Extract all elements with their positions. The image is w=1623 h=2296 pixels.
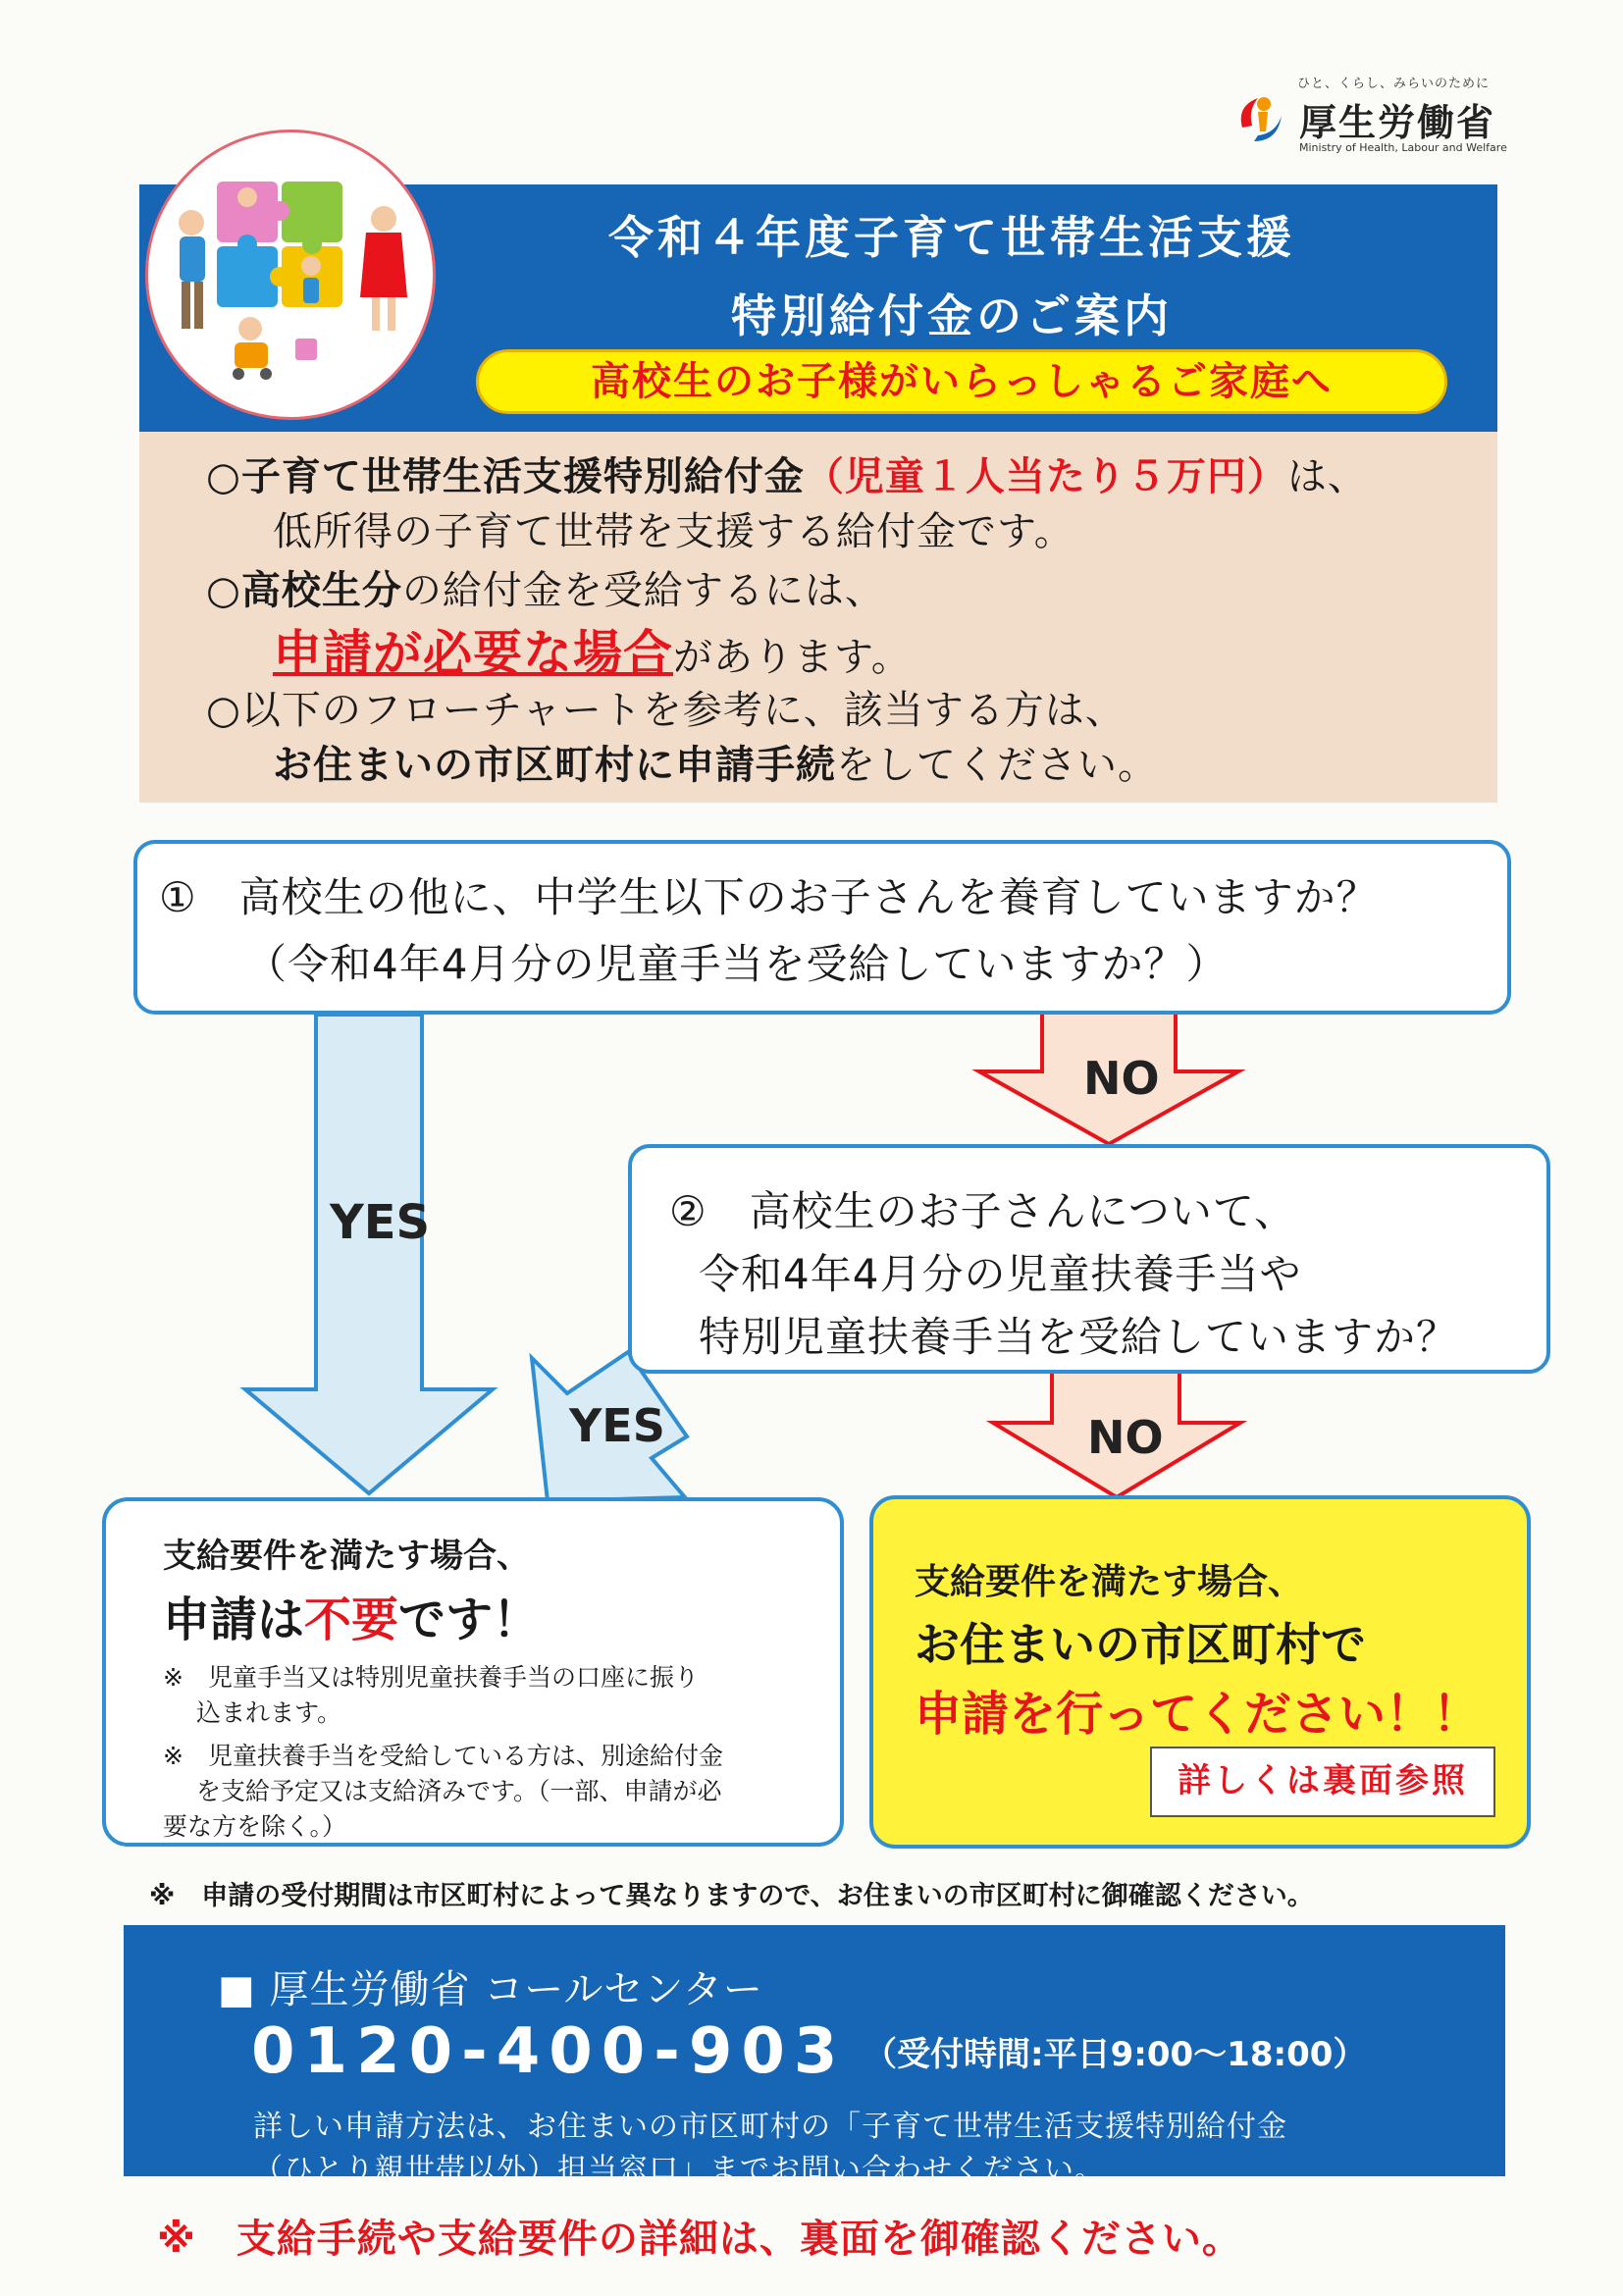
intro-line-3: ○高校生分の給付金を受給するには、 bbox=[206, 568, 885, 613]
call-center-desc-1: 詳しい申請方法は、お住まいの市区町村の「子育て世帯生活支援特別給付金 bbox=[253, 2110, 1287, 2144]
intro-line-6: お住まいの市区町村に申請手続をしてください。 bbox=[273, 743, 1158, 788]
intro-line-4: 申請が必要な場合があります。 bbox=[273, 625, 912, 682]
question-2-line-1: ② 高校生のお子さんについて、 bbox=[669, 1187, 1296, 1235]
call-center-phone: 0120-400-903 bbox=[251, 2015, 847, 2088]
subtitle-banner: 高校生のお子様がいらっしゃるご家庭へ bbox=[476, 349, 1447, 414]
answer-left-note-2c: 要な方を除く。） bbox=[163, 1812, 347, 1841]
intro-line-5: ○以下のフローチャートを参考に、該当する方は、 bbox=[206, 688, 1126, 733]
answer-left-line-1: 支給要件を満たす場合、 bbox=[163, 1537, 530, 1576]
answer-left-note-1b: 込まれます。 bbox=[196, 1698, 342, 1727]
question-1-box bbox=[133, 840, 1511, 1015]
page-title-line-2: 特別給付金のご案内 bbox=[731, 289, 1173, 342]
bottom-note: ※ 支給手続や支給要件の詳細は、裏面を御確認ください。 bbox=[157, 2217, 1242, 2262]
yes-down-arrow bbox=[245, 1015, 493, 1493]
question-1-line-1: ① 高校生の他に、中学生以下のお子さんを養育していますか？ bbox=[159, 873, 1379, 921]
call-center-desc-2: （ひとり親世帯以外）担当窓口」までお問い合わせください。 bbox=[253, 2153, 1105, 2187]
no-label-1: NO bbox=[1083, 1052, 1160, 1105]
answer-no-application-box bbox=[102, 1497, 844, 1847]
answer-left-note-2a: ※ 児童扶養手当を受給している方は、別途給付金 bbox=[163, 1742, 723, 1770]
answer-right-line-3: 申請を行ってください！！ bbox=[915, 1687, 1481, 1742]
answer-left-note-1a: ※ 児童手当又は特別児童扶養手当の口座に振り bbox=[163, 1663, 699, 1692]
question-2-line-3: 特別児童扶養手当を受給していますか？ bbox=[699, 1313, 1459, 1361]
yes-label-2: YES bbox=[569, 1399, 665, 1452]
call-center-title: ■ 厚生労働省 コールセンター bbox=[218, 1967, 763, 2012]
answer-right-line-1: 支給要件を満たす場合、 bbox=[915, 1562, 1304, 1602]
application-period-note: ※ 申請の受付期間は市区町村によって異なりますので、お住まいの市区町村に御確認ください。 bbox=[149, 1881, 1314, 1911]
no-label-2: NO bbox=[1087, 1411, 1164, 1464]
yes-label-1: YES bbox=[330, 1195, 431, 1250]
call-center-hours: （受付時間:平日9:00～18:00） bbox=[864, 2035, 1367, 2074]
answer-left-line-2: 申請は不要です！ bbox=[163, 1592, 541, 1647]
logo-name-en: Ministry of Health, Labour and Welfare bbox=[1299, 141, 1507, 154]
question-2-line-2: 令和4年4月分の児童扶養手当や bbox=[699, 1250, 1302, 1298]
intro-line-2: 低所得の子育て世帯を支援する給付金です。 bbox=[273, 509, 1074, 554]
logo-tagline: ひと、くらし、みらいのために bbox=[1297, 77, 1491, 91]
answer-left-note-2b: を支給予定又は支給済みです。（一部、申請が必 bbox=[196, 1777, 722, 1805]
page-title-line-1: 令和４年度子育て世帯生活支援 bbox=[608, 211, 1295, 264]
answer-right-line-2: お住まいの市区町村で bbox=[915, 1618, 1366, 1671]
intro-line-1: ○子育て世帯生活支援特別給付金（児童１人当たり５万円）は、 bbox=[206, 454, 1368, 499]
see-reverse-tag: 詳しくは裏面参照 bbox=[1150, 1747, 1495, 1817]
question-1-line-2: （令和4年4月分の児童手当を受給していますか？） bbox=[245, 940, 1229, 988]
question-2-box bbox=[628, 1144, 1550, 1374]
logo-name: 厚生労働省 bbox=[1299, 101, 1496, 144]
